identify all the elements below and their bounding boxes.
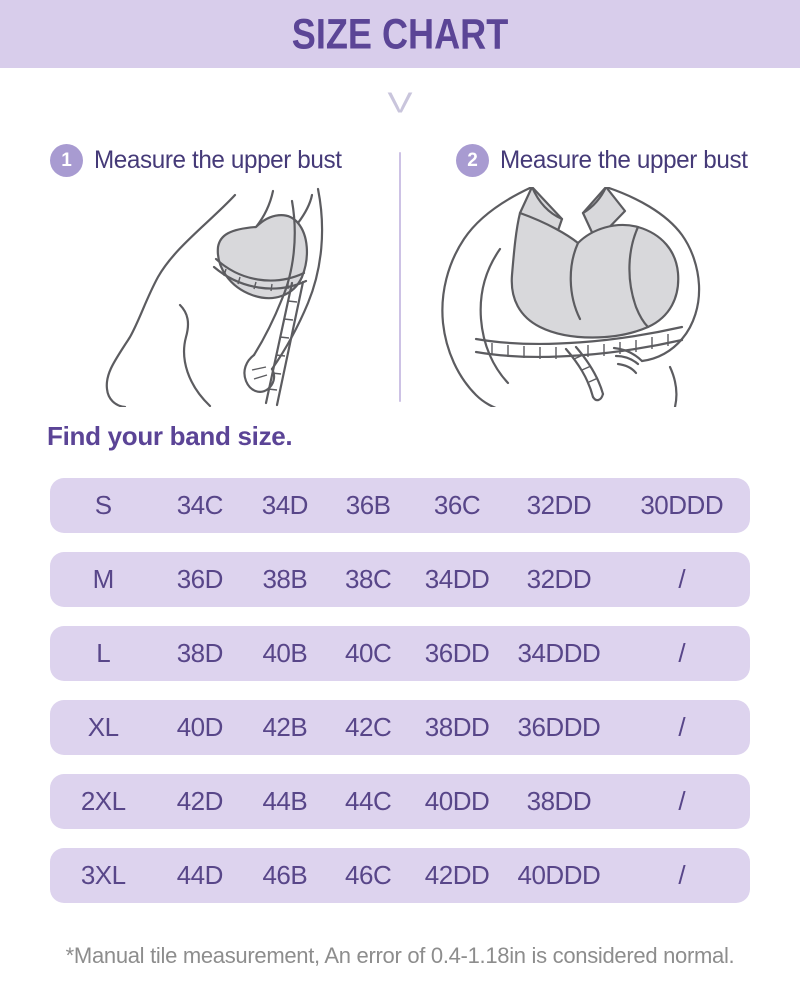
chevron-row xyxy=(0,88,800,120)
row-size-label: 2XL xyxy=(80,786,126,816)
table-row xyxy=(50,626,750,681)
row-cell: 42DD xyxy=(424,860,490,890)
row-cell: / xyxy=(678,786,686,816)
row-cell: 40DDD xyxy=(517,860,601,890)
row-cell: 30DDD xyxy=(640,490,724,520)
row-cell: / xyxy=(678,564,686,594)
row-size-label: M xyxy=(92,564,114,594)
row-cell: 36B xyxy=(345,490,391,520)
vertical-divider xyxy=(399,152,401,402)
row-cell: 42D xyxy=(176,786,223,816)
row-cell: 42B xyxy=(262,712,308,742)
row-cell: 40D xyxy=(176,712,223,742)
step-1-number-badge: 1 xyxy=(50,144,83,177)
row-cell: 46C xyxy=(345,860,392,890)
row-cell: 44D xyxy=(176,860,223,890)
row-cell: 38B xyxy=(262,564,308,594)
row-cell: 38D xyxy=(176,638,223,668)
row-cell: / xyxy=(678,860,686,890)
table-row xyxy=(50,552,750,607)
row-size-label: XL xyxy=(87,712,119,742)
table-row xyxy=(50,700,750,755)
row-cell: 44B xyxy=(262,786,308,816)
row-size-label: S xyxy=(94,490,112,520)
size-table xyxy=(50,478,750,903)
step-1-label: Measure the upper bust xyxy=(94,146,342,174)
row-size-label: 3XL xyxy=(80,860,126,890)
row-size-label: L xyxy=(96,638,111,668)
row-cell: 34DD xyxy=(424,564,490,594)
row-cell: 36DDD xyxy=(517,712,601,742)
front-view-figure-icon xyxy=(420,187,740,407)
row-cell: 40C xyxy=(345,638,392,668)
step-1-header xyxy=(40,144,400,177)
row-cell: 32DD xyxy=(526,490,592,520)
page-title: SIZE CHART xyxy=(291,9,509,58)
measure-underbust-illustration xyxy=(400,187,760,407)
measurement-steps xyxy=(0,144,800,407)
row-cell: 34C xyxy=(176,490,223,520)
table-row xyxy=(50,478,750,533)
step-2-label: Measure the upper bust xyxy=(500,146,748,174)
row-cell: 34DDD xyxy=(517,638,601,668)
band-size-heading: Find your band size. xyxy=(47,421,293,451)
row-cell: 42C xyxy=(345,712,392,742)
row-cell: 40DD xyxy=(424,786,490,816)
size-chart-banner xyxy=(0,0,800,68)
table-row xyxy=(50,774,750,829)
row-cell: 32DD xyxy=(526,564,592,594)
chevron-down-icon: V xyxy=(387,87,413,120)
row-cell: 38C xyxy=(345,564,392,594)
row-cell: 36C xyxy=(433,490,481,520)
measure-upper-bust-illustration xyxy=(40,187,400,407)
side-view-figure-icon xyxy=(60,187,380,407)
row-cell: / xyxy=(678,638,686,668)
row-cell: 34D xyxy=(261,490,308,520)
row-cell: 40B xyxy=(262,638,308,668)
step-2 xyxy=(400,144,760,407)
table-row xyxy=(50,848,750,903)
step-1 xyxy=(40,144,400,407)
step-2-header xyxy=(400,144,760,177)
row-cell: 38DD xyxy=(526,786,592,816)
row-cell: 44C xyxy=(345,786,392,816)
row-cell: 38DD xyxy=(424,712,490,742)
row-cell: 36D xyxy=(176,564,223,594)
row-cell: 46B xyxy=(262,860,308,890)
row-cell: / xyxy=(678,712,686,742)
measurement-footnote: *Manual tile measurement, An error of 0.4-1.18in is considered normal. xyxy=(65,943,735,968)
step-2-number-badge: 2 xyxy=(456,144,489,177)
row-cell: 36DD xyxy=(424,638,490,668)
